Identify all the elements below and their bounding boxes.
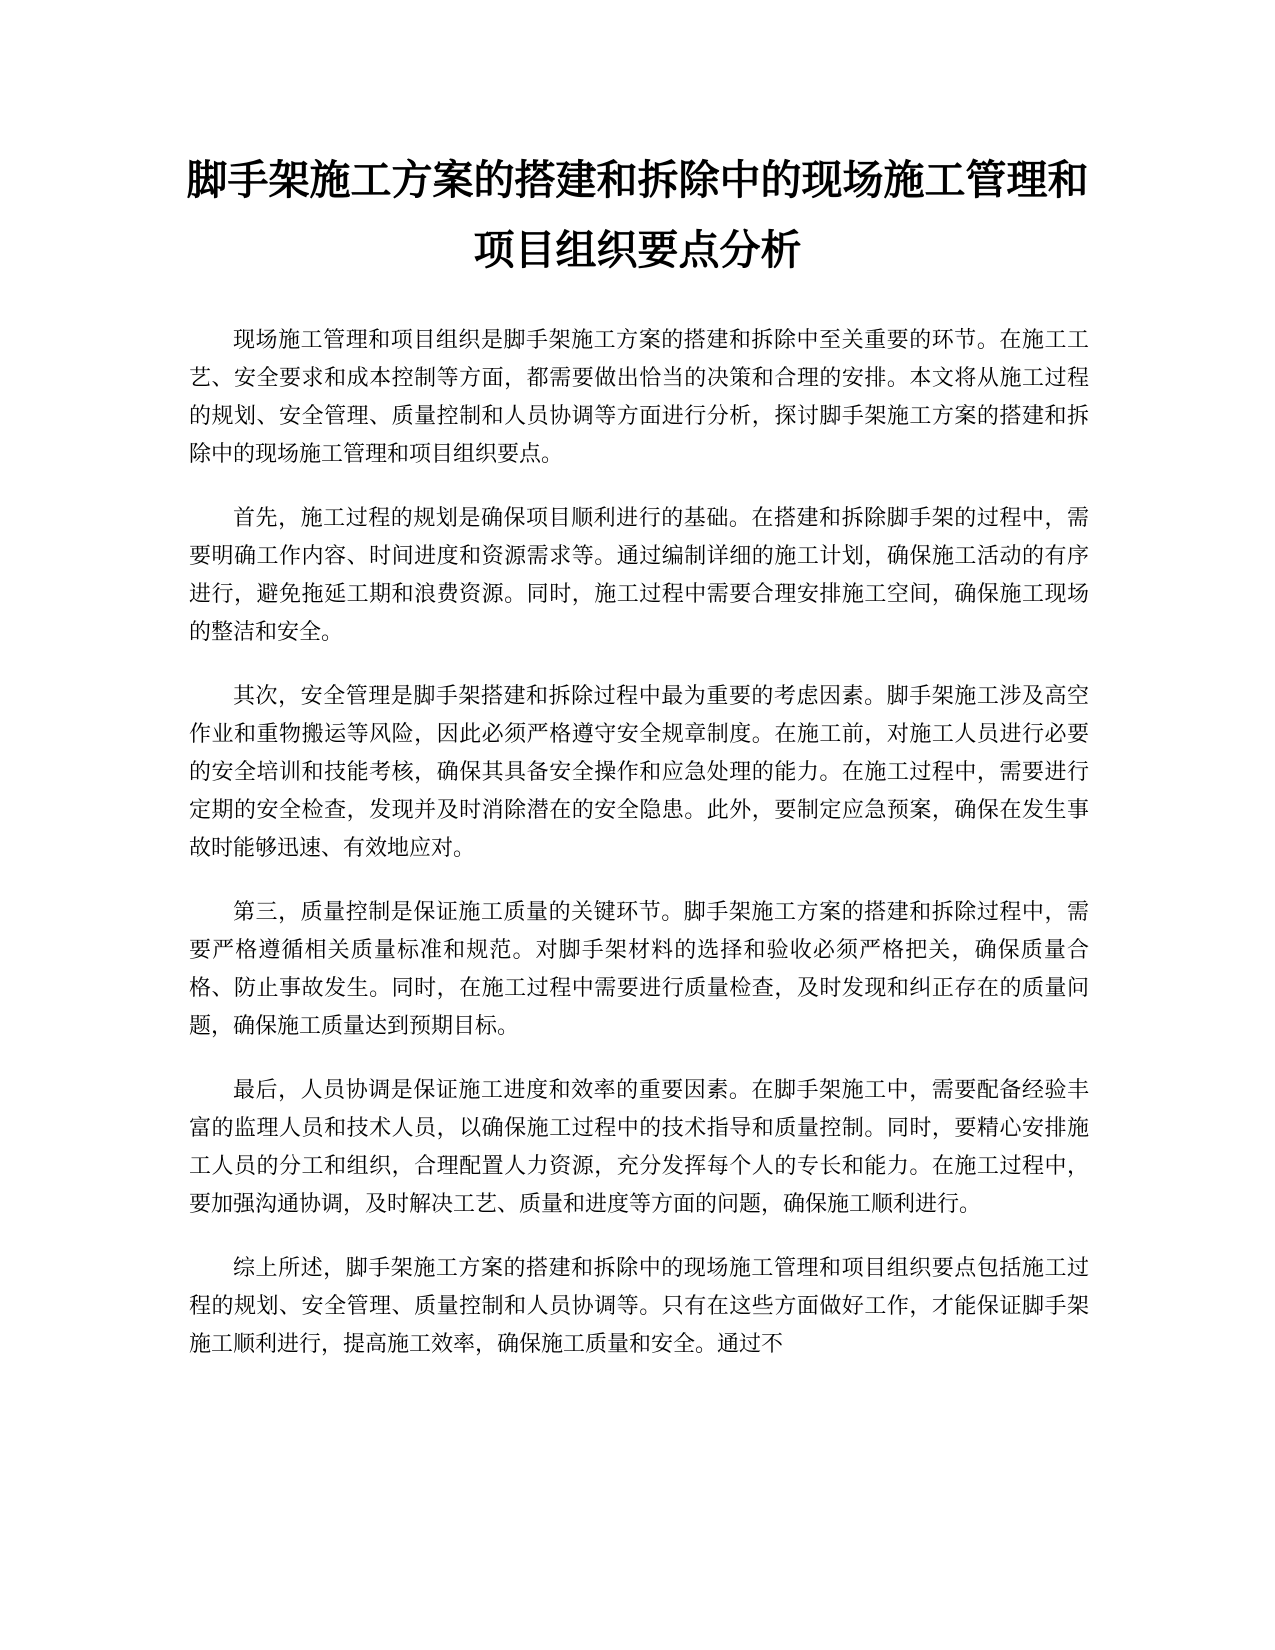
paragraph-planning: 首先，施工过程的规划是确保项目顺利进行的基础。在搭建和拆除脚手架的过程中，需要明确工作内容、时间进度和资源需求等。通过编制详细的施工计划，确保施工活动的有序进行，避免拖延工期和浪费资源。同时，施工过程中需要合理安排施工空间，确保施工现场的整洁和安全。 <box>189 506 1089 645</box>
paragraph-safety: 其次，安全管理是脚手架搭建和拆除过程中最为重要的考虑因素。脚手架施工涉及高空作业和重物搬运等风险，因此必须严格遵守安全规章制度。在施工前，对施工人员进行必要的安全培训和技能考核，确保其具备安全操作和应急处理的能力。在施工过程中，需要进行定期的安全检查，发现并及时消除潜在的安全隐患。此外，要制定应急预案，确保在发生事故时能够迅速、有效地应对。 <box>189 684 1089 861</box>
paragraph-quality: 第三，质量控制是保证施工质量的关键环节。脚手架施工方案的搭建和拆除过程中，需要严格遵循相关质量标准和规范。对脚手架材料的选择和验收必须严格把关，确保质量合格、防止事故发生。同时，在施工过程中需要进行质量检查，及时发现和纠正存在的质量问题，确保施工质量达到预期目标。 <box>189 900 1089 1039</box>
paragraph-intro: 现场施工管理和项目组织是脚手架施工方案的搭建和拆除中至关重要的环节。在施工工艺、安全要求和成本控制等方面，都需要做出恰当的决策和合理的安排。本文将从施工过程的规划、安全管理、质量控制和人员协调等方面进行分析，探讨脚手架施工方案的搭建和拆除中的现场施工管理和项目组织要点。 <box>189 328 1089 467</box>
document-body <box>189 322 1089 1390</box>
paragraph-summary: 综上所述，脚手架施工方案的搭建和拆除中的现场施工管理和项目组织要点包括施工过程的规划、安全管理、质量控制和人员协调等。只有在这些方面做好工作，才能保证脚手架施工顺利进行，提高施工效率，确保施工质量和安全。通过不 <box>189 1256 1089 1357</box>
document-title: 脚手架施工方案的搭建和拆除中的现场施工管理和项目组织要点分析 <box>186 156 1089 274</box>
paragraph-personnel: 最后，人员协调是保证施工进度和效率的重要因素。在脚手架施工中，需要配备经验丰富的监理人员和技术人员，以确保施工过程中的技术指导和质量控制。同时，要精心安排施工人员的分工和组织，合理配置人力资源，充分发挥每个人的专长和能力。在施工过程中，要加强沟通协调，及时解决工艺、质量和进度等方面的问题，确保施工顺利进行。 <box>189 1078 1089 1217</box>
